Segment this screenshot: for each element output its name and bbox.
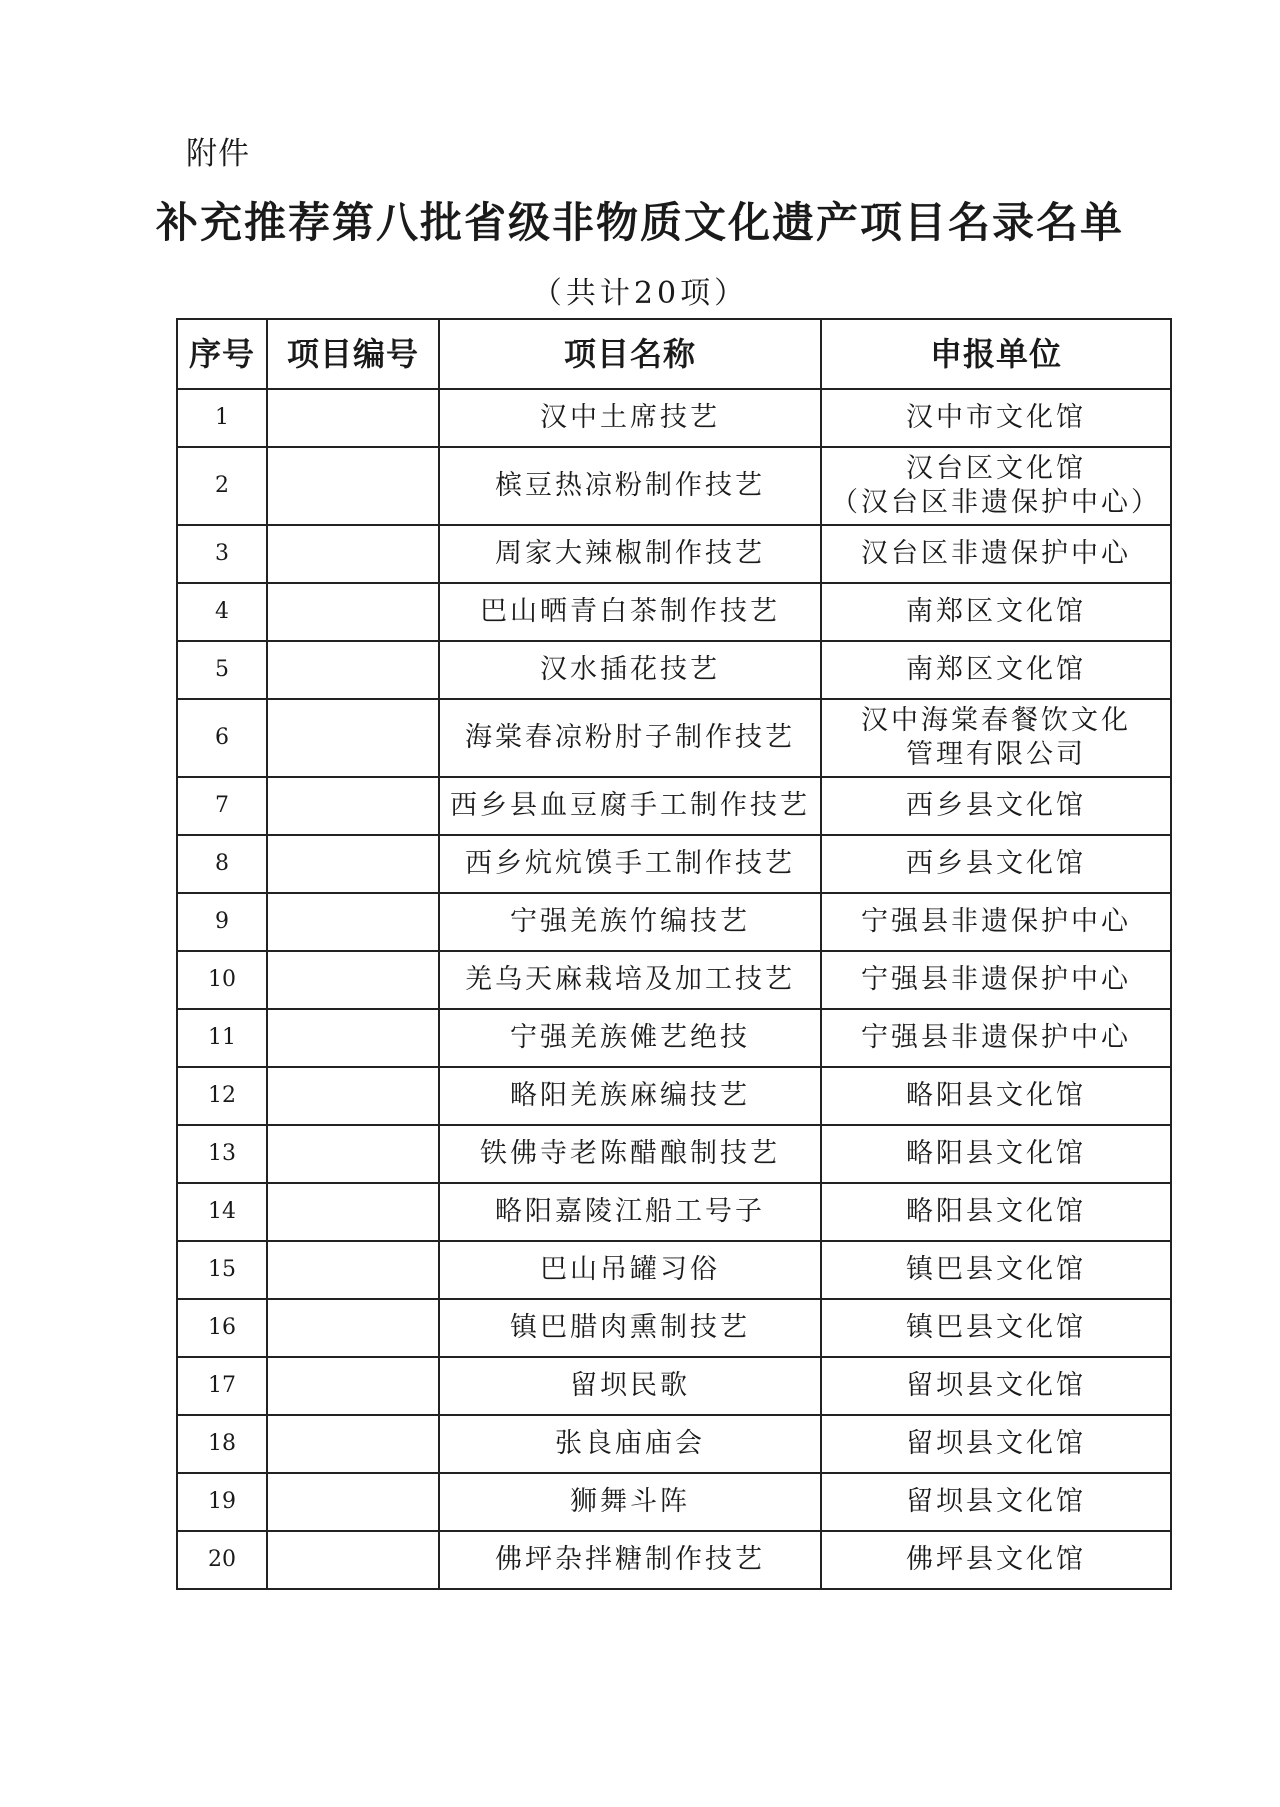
- unit-line: 镇巴县文化馆: [906, 1254, 1086, 1286]
- table-row: [177, 525, 1171, 583]
- unit-line: 南郑区文化馆: [906, 596, 1086, 628]
- cell-unit: [821, 777, 1171, 835]
- document-title: 补充推荐第八批省级非物质文化遗产项目名录名单: [155, 198, 1124, 247]
- unit-line: 汉台区文化馆: [906, 453, 1086, 485]
- cell-name: 狮舞斗阵: [439, 1473, 821, 1531]
- unit-line: 宁强县非遗保护中心: [861, 964, 1131, 996]
- cell-code: [267, 1531, 439, 1589]
- cell-code: [267, 1415, 439, 1473]
- cell-name: 宁强羌族傩艺绝技: [439, 1009, 821, 1067]
- table-header-row: [177, 319, 1171, 389]
- document-subtitle: （共计20项）: [531, 276, 749, 311]
- cell-code: [267, 699, 439, 777]
- heritage-list-table: [176, 318, 1172, 1590]
- cell-code: [267, 1299, 439, 1357]
- header-unit: 申报单位: [821, 319, 1171, 389]
- table-row: [177, 893, 1171, 951]
- unit-line: 西乡县文化馆: [906, 848, 1086, 880]
- cell-seq: 9: [177, 893, 267, 951]
- unit-line: 略阳县文化馆: [906, 1080, 1086, 1112]
- cell-name: 巴山晒青白茶制作技艺: [439, 583, 821, 641]
- cell-seq: 20: [177, 1531, 267, 1589]
- cell-seq: 7: [177, 777, 267, 835]
- table-row: [177, 1473, 1171, 1531]
- unit-line: 略阳县文化馆: [906, 1138, 1086, 1170]
- unit-line: 汉中海棠春餐饮文化: [861, 705, 1131, 737]
- cell-unit: [821, 1531, 1171, 1589]
- cell-seq: 11: [177, 1009, 267, 1067]
- table-row: [177, 777, 1171, 835]
- header-code: 项目编号: [267, 319, 439, 389]
- cell-seq: 13: [177, 1125, 267, 1183]
- table-row: [177, 1067, 1171, 1125]
- unit-line: 汉台区非遗保护中心: [861, 538, 1131, 570]
- cell-seq: 8: [177, 835, 267, 893]
- cell-name: 西乡炕炕馍手工制作技艺: [439, 835, 821, 893]
- cell-code: [267, 641, 439, 699]
- cell-unit: [821, 641, 1171, 699]
- header-name: 项目名称: [439, 319, 821, 389]
- attachment-label: 附件: [186, 136, 250, 172]
- cell-unit: [821, 389, 1171, 447]
- cell-name: 宁强羌族竹编技艺: [439, 893, 821, 951]
- table-row: [177, 641, 1171, 699]
- cell-name: 铁佛寺老陈醋酿制技艺: [439, 1125, 821, 1183]
- cell-code: [267, 1357, 439, 1415]
- cell-code: [267, 1125, 439, 1183]
- cell-name: 汉水插花技艺: [439, 641, 821, 699]
- cell-code: [267, 1009, 439, 1067]
- header-seq: 序号: [177, 319, 267, 389]
- cell-name: 海棠春凉粉肘子制作技艺: [439, 699, 821, 777]
- cell-unit: [821, 1183, 1171, 1241]
- table-row: [177, 951, 1171, 1009]
- table-row: [177, 1357, 1171, 1415]
- cell-unit: [821, 1473, 1171, 1531]
- cell-code: [267, 777, 439, 835]
- cell-name: 周家大辣椒制作技艺: [439, 525, 821, 583]
- cell-name: 镇巴腊肉熏制技艺: [439, 1299, 821, 1357]
- cell-seq: 2: [177, 447, 267, 525]
- cell-seq: 14: [177, 1183, 267, 1241]
- cell-code: [267, 1183, 439, 1241]
- table-row: [177, 1009, 1171, 1067]
- cell-code: [267, 1241, 439, 1299]
- table-row: [177, 1415, 1171, 1473]
- table-row: [177, 447, 1171, 525]
- unit-line: 管理有限公司: [906, 739, 1086, 770]
- cell-name: 西乡县血豆腐手工制作技艺: [439, 777, 821, 835]
- cell-unit: [821, 1415, 1171, 1473]
- unit-line: 镇巴县文化馆: [906, 1312, 1086, 1344]
- cell-code: [267, 583, 439, 641]
- cell-seq: 6: [177, 699, 267, 777]
- table-row: [177, 1183, 1171, 1241]
- cell-unit: [821, 1067, 1171, 1125]
- cell-unit: [821, 447, 1171, 525]
- cell-name: 巴山吊罐习俗: [439, 1241, 821, 1299]
- cell-code: [267, 951, 439, 1009]
- table-row: [177, 1531, 1171, 1589]
- table-row: [177, 389, 1171, 447]
- table-row: [177, 835, 1171, 893]
- cell-seq: 15: [177, 1241, 267, 1299]
- cell-unit: [821, 1009, 1171, 1067]
- cell-code: [267, 447, 439, 525]
- cell-name: 略阳嘉陵江船工号子: [439, 1183, 821, 1241]
- cell-name: 佛坪杂拌糖制作技艺: [439, 1531, 821, 1589]
- cell-seq: 12: [177, 1067, 267, 1125]
- cell-code: [267, 835, 439, 893]
- cell-code: [267, 1067, 439, 1125]
- cell-seq: 1: [177, 389, 267, 447]
- unit-line: 南郑区文化馆: [906, 654, 1086, 686]
- cell-name: 羌乌天麻栽培及加工技艺: [439, 951, 821, 1009]
- unit-line: 佛坪县文化馆: [906, 1544, 1086, 1576]
- cell-unit: [821, 1125, 1171, 1183]
- cell-name: 汉中土席技艺: [439, 389, 821, 447]
- cell-seq: 10: [177, 951, 267, 1009]
- cell-name: 留坝民歌: [439, 1357, 821, 1415]
- cell-unit: [821, 583, 1171, 641]
- cell-name: 张良庙庙会: [439, 1415, 821, 1473]
- unit-line: 宁强县非遗保护中心: [861, 1022, 1131, 1054]
- cell-seq: 19: [177, 1473, 267, 1531]
- unit-line: 西乡县文化馆: [906, 790, 1086, 822]
- cell-seq: 5: [177, 641, 267, 699]
- table-row: [177, 1241, 1171, 1299]
- unit-line: 留坝县文化馆: [906, 1428, 1086, 1460]
- table-row: [177, 699, 1171, 777]
- cell-code: [267, 389, 439, 447]
- cell-seq: 4: [177, 583, 267, 641]
- cell-unit: [821, 951, 1171, 1009]
- cell-unit: [821, 699, 1171, 777]
- cell-unit: [821, 1357, 1171, 1415]
- cell-unit: [821, 1241, 1171, 1299]
- cell-code: [267, 893, 439, 951]
- cell-unit: [821, 835, 1171, 893]
- cell-name: 槟豆热凉粉制作技艺: [439, 447, 821, 525]
- cell-unit: [821, 893, 1171, 951]
- unit-line: 留坝县文化馆: [906, 1486, 1086, 1518]
- cell-unit: [821, 525, 1171, 583]
- unit-line: 略阳县文化馆: [906, 1196, 1086, 1228]
- table-row: [177, 1299, 1171, 1357]
- unit-line: 宁强县非遗保护中心: [861, 906, 1131, 938]
- cell-seq: 16: [177, 1299, 267, 1357]
- cell-seq: 3: [177, 525, 267, 583]
- table-row: [177, 1125, 1171, 1183]
- table-body: [177, 389, 1171, 1589]
- table-row: [177, 583, 1171, 641]
- cell-code: [267, 1473, 439, 1531]
- cell-seq: 18: [177, 1415, 267, 1473]
- cell-unit: [821, 1299, 1171, 1357]
- unit-line: （汉台区非遗保护中心）: [831, 487, 1161, 518]
- unit-line: 汉中市文化馆: [906, 402, 1086, 434]
- cell-code: [267, 525, 439, 583]
- cell-seq: 17: [177, 1357, 267, 1415]
- unit-line: 留坝县文化馆: [906, 1370, 1086, 1402]
- cell-name: 略阳羌族麻编技艺: [439, 1067, 821, 1125]
